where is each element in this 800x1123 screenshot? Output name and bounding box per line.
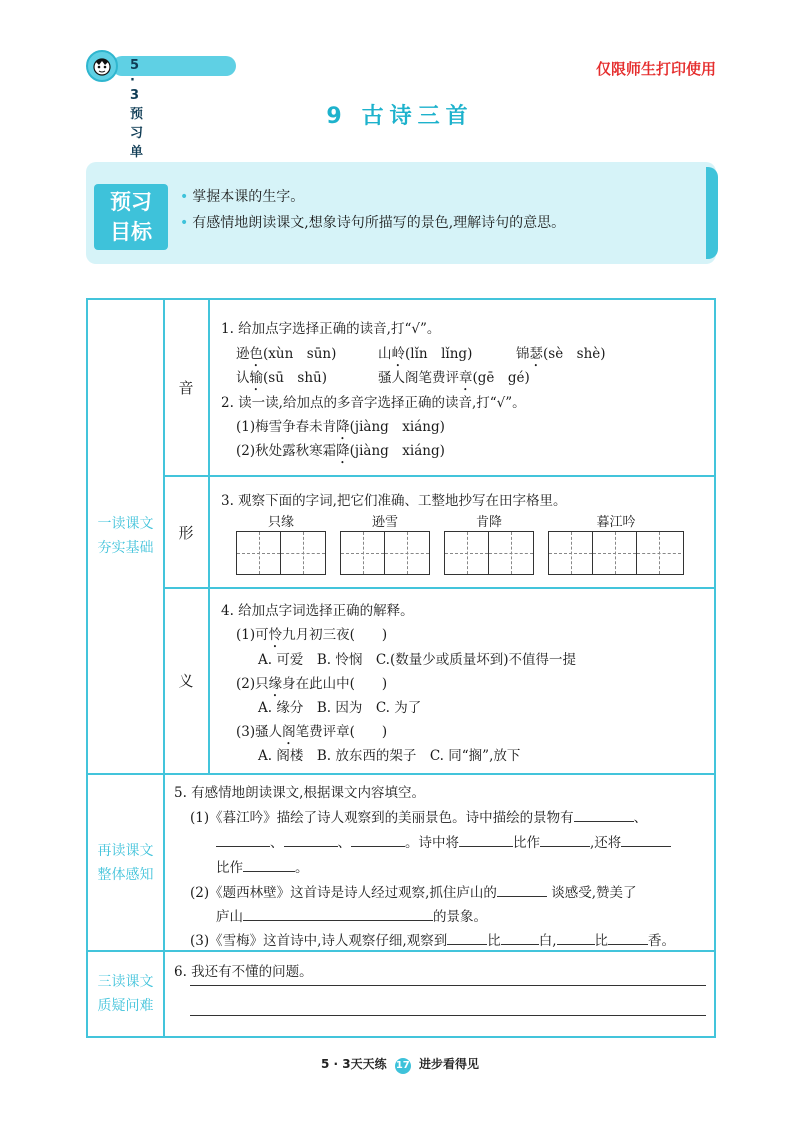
goal-label-line1: 预习 [110, 190, 152, 214]
answer-blank[interactable] [447, 930, 487, 945]
fill-text: (2)《题西林壁》这首诗是诗人经过观察,抓住庐山的 [190, 885, 497, 901]
fill-text: 比 [594, 933, 609, 949]
dotted-char: 输 [249, 370, 263, 386]
dotted-char: 章 [459, 370, 473, 386]
fill-text: (1)《暮江吟》描绘了诗人观察到的美丽景色。诗中描绘的景物有 [190, 810, 574, 826]
section2-label-line2: 整体感知 [97, 867, 154, 883]
copy-word: 只缘 [267, 515, 294, 530]
q4-text[interactable]: 笔费评章( ) [295, 724, 388, 740]
pinyin-options[interactable]: (jiàng xiáng) [349, 443, 445, 459]
goal-box [86, 162, 716, 264]
page-number: 17 [395, 1058, 411, 1074]
pinyin-options[interactable]: (sè shè) [543, 346, 606, 362]
section2-label-line1: 再读课文 [97, 843, 154, 859]
question-2: 2. 读一读,给加点的多音字选择正确的读音,打“√”。 [221, 395, 526, 411]
answer-blank[interactable] [501, 930, 539, 945]
fill-text: ,还将 [590, 835, 622, 851]
category-yin: 音 [178, 379, 194, 397]
goal-list [180, 184, 565, 236]
worksheet-table [86, 298, 716, 1038]
fill-text: 白, [538, 933, 557, 949]
fill-text: 、 [337, 835, 351, 851]
q4-options: A. 阁楼 B. 放东西的架子 C. 同“搁”,放下 [258, 748, 521, 764]
lesson-number: 9 [326, 104, 348, 129]
goal-box-edge [706, 167, 718, 259]
fill-line-2a [190, 881, 637, 901]
goal-item-text: 掌握本课的生字。 [192, 189, 305, 205]
answer-blank[interactable] [557, 930, 595, 945]
answer-blank[interactable] [459, 832, 513, 847]
q4-text: (2)只 [236, 676, 269, 692]
fill-line-1b [216, 831, 671, 851]
category-yi: 义 [178, 672, 194, 690]
answer-blank[interactable] [497, 882, 547, 897]
q1-word: 骚人阁笔费评 [378, 370, 459, 386]
copy-word: 暮江吟 [596, 515, 636, 530]
footer [0, 1055, 800, 1074]
bullet-icon: • [180, 189, 189, 205]
dotted-char: 瑟 [529, 346, 543, 362]
goal-item-text: 有感情地朗读课文,想象诗句所描写的景色,理解诗句的意思。 [192, 215, 566, 231]
q1-word: 认 [236, 370, 250, 386]
dotted-char: 岭 [391, 346, 405, 362]
answer-blank[interactable] [284, 832, 338, 847]
fill-text: 。诗中将 [405, 835, 459, 851]
section3-label [88, 970, 163, 1018]
q4-options: A. 可爱 B. 怜悯 C.(数量少或质量坏到)不值得一提 [258, 652, 577, 668]
answer-blank[interactable] [216, 832, 270, 847]
answer-blank[interactable] [243, 857, 295, 872]
answer-line[interactable] [190, 985, 706, 986]
dotted-char: 色 [249, 346, 263, 362]
question-1: 1. 给加点字选择正确的读音,打“√”。 [221, 321, 441, 337]
fill-text: 。 [295, 860, 309, 876]
goal-label [94, 184, 168, 250]
q2-phrase: (2)秋处露秋寒霜 [236, 443, 337, 459]
fill-text: 庐山 [216, 909, 243, 925]
dotted-char: 降 [336, 419, 350, 435]
tianzige-grid[interactable] [548, 531, 684, 575]
q4-text: (1)可 [236, 627, 269, 643]
question-5: 5. 有感情地朗读课文,根据课文内容填空。 [174, 785, 425, 801]
copy-word: 逊雪 [371, 515, 398, 530]
dotted-char: 阁 [282, 724, 296, 740]
brand-text: 5 · 3预习单 [130, 58, 144, 160]
tianzige-grid[interactable] [236, 531, 326, 575]
fill-text: 、 [633, 810, 648, 826]
question-4: 4. 给加点字词选择正确的解释。 [221, 603, 414, 619]
q2-phrase: (1)梅雪争春未肯 [236, 419, 337, 435]
tianzige-grid[interactable] [340, 531, 430, 575]
section1-label-line2: 夯实基础 [97, 540, 154, 556]
section3-label-line1: 三读课文 [97, 974, 154, 990]
fill-line-1c [216, 856, 309, 876]
fill-line-1a [190, 806, 647, 826]
category-xing: 形 [178, 524, 194, 542]
q4-text[interactable]: 九月初三夜( ) [282, 627, 388, 643]
mascot-icon [86, 50, 118, 82]
fill-text: 、 [270, 835, 284, 851]
bullet-icon: • [180, 215, 189, 231]
fill-text: 比作 [216, 860, 243, 876]
answer-blank[interactable] [574, 807, 634, 822]
answer-blank[interactable] [243, 906, 433, 921]
fill-text: 的景象。 [433, 909, 487, 925]
fill-line-3 [190, 929, 675, 949]
q1-item [236, 366, 327, 394]
goal-item [180, 210, 565, 236]
q4-options: A. 缘分 B. 因为 C. 为了 [258, 700, 422, 716]
goal-item [180, 184, 565, 210]
pinyin-options[interactable]: (jiàng xiáng) [349, 419, 445, 435]
footer-right: 进步看得见 [418, 1057, 479, 1071]
lesson-title: 古诗三首 [361, 104, 474, 129]
answer-line[interactable] [190, 1015, 706, 1016]
q1-word: 锦 [516, 346, 530, 362]
question-6: 6. 我还有不懂的问题。 [174, 964, 313, 980]
fill-text: (3)《雪梅》这首诗中,诗人观察仔细,观察到 [190, 933, 448, 949]
fill-text: 谈感受,赞美了 [551, 885, 637, 901]
answer-blank[interactable] [621, 832, 671, 847]
print-notice: 仅限师生打印使用 [595, 60, 716, 78]
goal-label-line2: 目标 [110, 220, 152, 244]
fill-text: 比作 [513, 835, 540, 851]
fill-text: 香。 [648, 933, 676, 949]
section1-label [88, 512, 163, 560]
dotted-char: 缘 [268, 676, 283, 692]
answer-blank[interactable] [608, 930, 648, 945]
pinyin-options[interactable]: (xùn sūn) [263, 346, 337, 362]
section2-label [88, 839, 163, 887]
dotted-char: 降 [336, 443, 350, 459]
answer-blank[interactable] [540, 832, 590, 847]
section3-label-line2: 质疑问难 [97, 998, 154, 1014]
pinyin-options[interactable]: (sū shū) [263, 370, 327, 386]
fill-line-2b [216, 905, 487, 925]
copy-word: 肯降 [475, 515, 502, 530]
q4-text: (3)骚人 [236, 724, 283, 740]
pinyin-options[interactable]: (lǐn lǐng) [405, 346, 473, 362]
footer-left: 5 · 3天天练 [320, 1057, 387, 1071]
q4-text[interactable]: 身在此山中( ) [282, 676, 388, 692]
dotted-char: 怜 [268, 627, 283, 643]
section1-label-line1: 一读课文 [97, 516, 154, 532]
fill-text: 比 [487, 933, 501, 949]
q1-word: 逊 [236, 346, 250, 362]
pinyin-options[interactable]: (gē gé) [472, 370, 530, 386]
tianzige-grid[interactable] [444, 531, 534, 575]
answer-blank[interactable] [351, 832, 405, 847]
q4-sentence [236, 623, 387, 651]
q2-item [236, 439, 445, 467]
q1-word: 山 [378, 346, 392, 362]
q1-item [378, 366, 530, 394]
page-title [0, 99, 800, 130]
question-3: 3. 观察下面的字词,把它们准确、工整地抄写在田字格里。 [221, 493, 567, 509]
